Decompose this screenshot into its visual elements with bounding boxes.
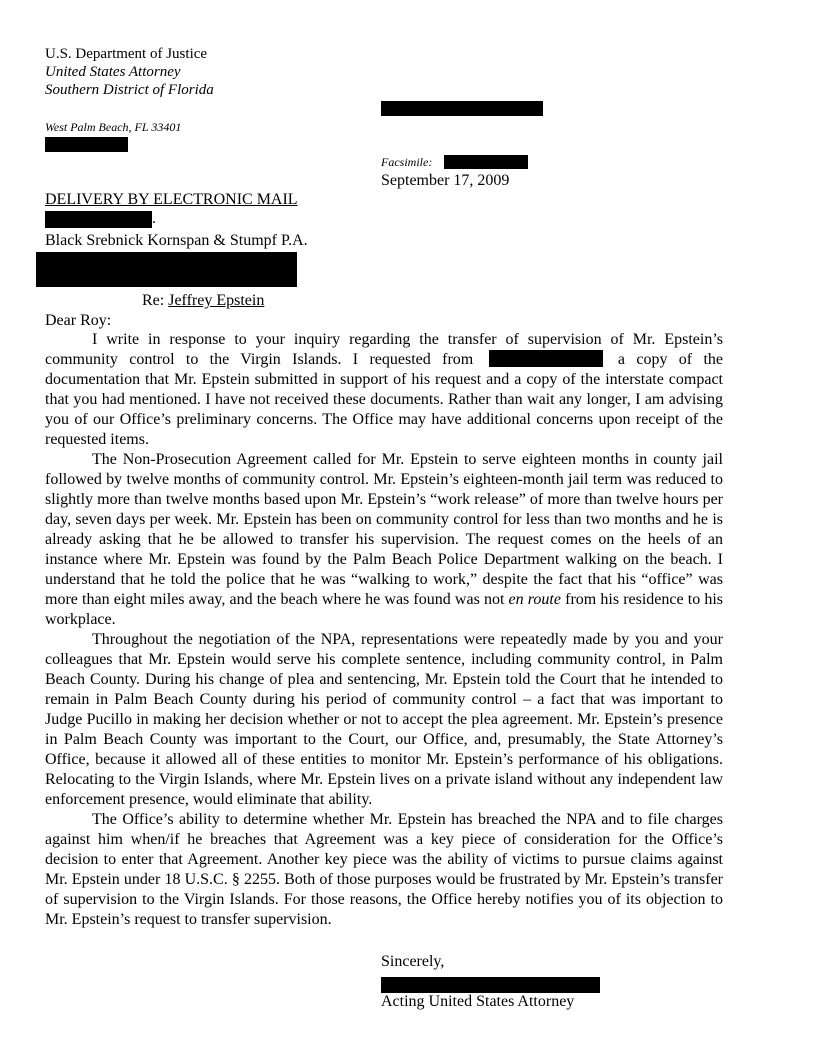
paragraph-1-line-2-text-b: a copy of the [617, 351, 724, 368]
paragraph-1-line-2 [45, 350, 723, 370]
recipient-name-suffix: . [152, 210, 156, 227]
city-line: West Palm Beach, FL 33401 [45, 120, 182, 134]
redaction-address [381, 101, 543, 116]
redaction-recipient-name [45, 211, 152, 228]
letter-date: September 17, 2009 [381, 172, 510, 189]
fax-label: Facsimile: [381, 155, 433, 169]
paragraph-2-text-a: The Non-Prosecution Agreement called for Mr. Epstein to serve eighteen months in county jail followed by twelve months of community control. Mr. Epstein’s eighteen-month jail term was reduced to slightly more than twelve months based upon Mr. Epstein’s “work release” of more than twelve hours per day, seven days per week. Mr. Epstein has been on community control for less than two months and he is already asking that he be allowed to transfer his supervision. The request comes on the heels of an instance where Mr. Epstein was found by the Palm Beach Police Department walking on the beach. I understand that he told the police that he was “walking to work,” despite the fact that his “office” was more than eight miles away, and the beach where he was found was not [45, 451, 723, 608]
redaction-recipient-address [36, 252, 297, 287]
paragraph-2-emphasis: en route [508, 591, 561, 608]
paragraph-4: The Office’s ability to determine whether Mr. Epstein has breached the NPA and to file charges against him when/if he breaches that Agreement was a key piece of consideration for the Office’s decision to enter that Agreement. Another key piece was the ability of victims to pursue claims against Mr. Epstein under 18 U.S.C. § 2255. Both of those purposes would be frustrated by Mr. Epstein’s transfer of supervision to the Virgin Islands. For those reasons, the Office hereby notifies you of its objection to Mr. Epstein’s request to transfer supervision. [45, 811, 723, 928]
redaction-phone [45, 137, 128, 152]
valediction: Sincerely, [381, 953, 445, 970]
office-name: United States Attorney [45, 64, 181, 80]
paragraph-1-line-2-text-a: community control to the Virgin Islands. I requested from [45, 351, 474, 368]
redaction-signature [381, 977, 600, 993]
district-name: Southern District of Florida [45, 82, 214, 98]
delivery-line: DELIVERY BY ELECTRONIC MAIL [45, 191, 298, 208]
salutation: Dear Roy: [45, 312, 112, 329]
recipient-firm: Black Srebnick Kornspan & Stumpf P.A. [45, 232, 308, 249]
letter-body [45, 330, 723, 930]
paragraph-1-line-1: I write in response to your inquiry regarding the transfer of supervision of Mr. Epstein’s [92, 331, 723, 348]
redaction-fax [444, 155, 528, 169]
signatory-title: Acting United States Attorney [381, 993, 575, 1010]
re-label: Re: [142, 292, 165, 309]
re-subject: Jeffrey Epstein [168, 292, 265, 309]
paragraph-1-rest: documentation that Mr. Epstein submitted in support of his request and a copy of the interstate compact that you had mentioned. I have not received these documents. Rather than wait any longer, I am advising you of our Office’s preliminary concerns. The Office may have additional concerns upon receipt of the requested items. [45, 371, 723, 448]
redaction-inline-name [489, 350, 603, 367]
paragraph-2 [45, 450, 723, 630]
re-line [142, 292, 264, 310]
paragraph-2-text-b: from his residence to his workplace. [45, 591, 724, 628]
paragraph-1 [45, 330, 723, 450]
department-name: U.S. Department of Justice [45, 46, 208, 62]
paragraph-3: Throughout the negotiation of the NPA, representations were repeatedly made by you and your colleagues that Mr. Epstein would serve his complete sentence, including community control, in Palm Beach County. During his change of plea and sentencing, Mr. Epstein told the Court that he intended to remain in Palm Beach County during his period of community control – a fact that was important to Judge Pucillo in making her decision whether or not to accept the plea agreement. Mr. Epstein’s presence in Palm Beach County was important to the Court, our Office, and, presumably, the State Attorney’s Office, because it allowed all of these entities to monitor Mr. Epstein’s performance of his obligations. Relocating to the Virgin Islands, where Mr. Epstein lives on a private island without any independent law enforcement presence, would eliminate that ability. [45, 631, 723, 808]
